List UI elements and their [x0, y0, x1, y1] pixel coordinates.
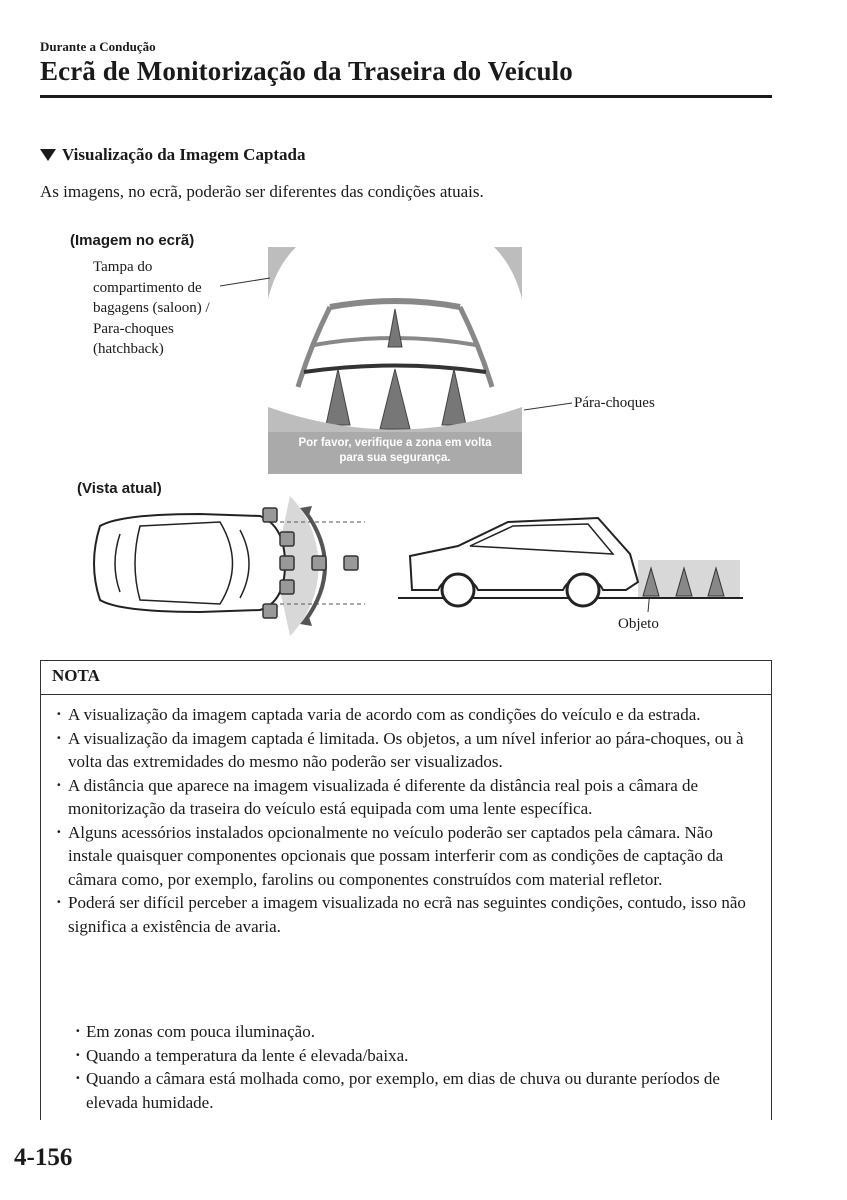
subsection-heading-text: Visualização da Imagem Captada	[62, 145, 306, 164]
label-trunk-line: bagagens (saloon) /	[93, 300, 210, 316]
label-trunk-line: Tampa do	[93, 259, 153, 275]
callout-bumper-line	[524, 403, 572, 410]
nota-item: · A distância que aparece na imagem visualizada é diferente da distância real pois a câmara de monitorização da traseira do veículo está equipada com uma lente específica.	[52, 774, 752, 821]
callout-trunk-line	[220, 278, 270, 286]
label-trunk-line: (hatchback)	[93, 341, 164, 357]
nota-item: · A visualização da imagem captada é limitada. Os objetos, a um nível inferior ao pára-choques, ou à volta das extremidades do mesmo não poderão ser visualizados.	[52, 727, 752, 774]
nota-item: · A visualização da imagem captada varia de acordo com as condições do veículo e da estrada.	[52, 703, 752, 727]
figure-screen-heading: (Imagem no ecrã)	[70, 232, 195, 249]
nota-title: NOTA	[52, 666, 100, 685]
nota-subitem: · Quando a temperatura da lente é elevada/baixa.	[72, 1044, 752, 1068]
intro-text: As imagens, no ecrã, poderão ser diferentes das condições atuais.	[40, 182, 484, 201]
nota-header	[40, 660, 772, 695]
wheel-icon	[442, 574, 474, 606]
wheel-icon	[567, 574, 599, 606]
page-title: Ecrã de Monitorização da Traseira do Veículo	[40, 56, 573, 86]
nota-sublist	[72, 1020, 752, 1114]
nota-list	[52, 703, 752, 938]
label-bumper: Pára-choques	[574, 395, 655, 411]
car-top-body	[94, 514, 285, 612]
nota-subitem: · Em zonas com pouca iluminação.	[72, 1020, 752, 1044]
screen-warning-line: Por favor, verifique a zona em volta	[298, 437, 492, 449]
screen-warning-line: para sua segurança.	[339, 452, 451, 464]
top-view-illustration	[80, 486, 370, 642]
figure-actual-heading: (Vista atual)	[77, 480, 162, 497]
nota-subitem: · Quando a câmara está molhada como, por exemplo, em dias de chuva ou durante períodos de elevada humidade.	[72, 1067, 752, 1114]
label-object: Objeto	[618, 616, 659, 632]
nota-item: · Poderá ser difícil perceber a imagem visualizada no ecrã nas seguintes condições, contudo, isso não significa a existência de avaria.	[52, 891, 752, 938]
page-number: 4-156	[14, 1144, 73, 1171]
side-view-illustration	[398, 510, 743, 610]
nota-item: · Alguns acessórios instalados opcionalmente no veículo poderão ser captados pela câmara. Não instale quaisquer componentes opcionais que possam interferir com as condições de captação da câmara como, por exemplo, farolins ou componentes construídos com material refletor.	[52, 821, 752, 892]
label-trunk-line: compartimento de	[93, 279, 202, 296]
label-trunk-line: Para-choques	[93, 320, 174, 337]
section-label: Durante a Condução	[40, 39, 156, 54]
